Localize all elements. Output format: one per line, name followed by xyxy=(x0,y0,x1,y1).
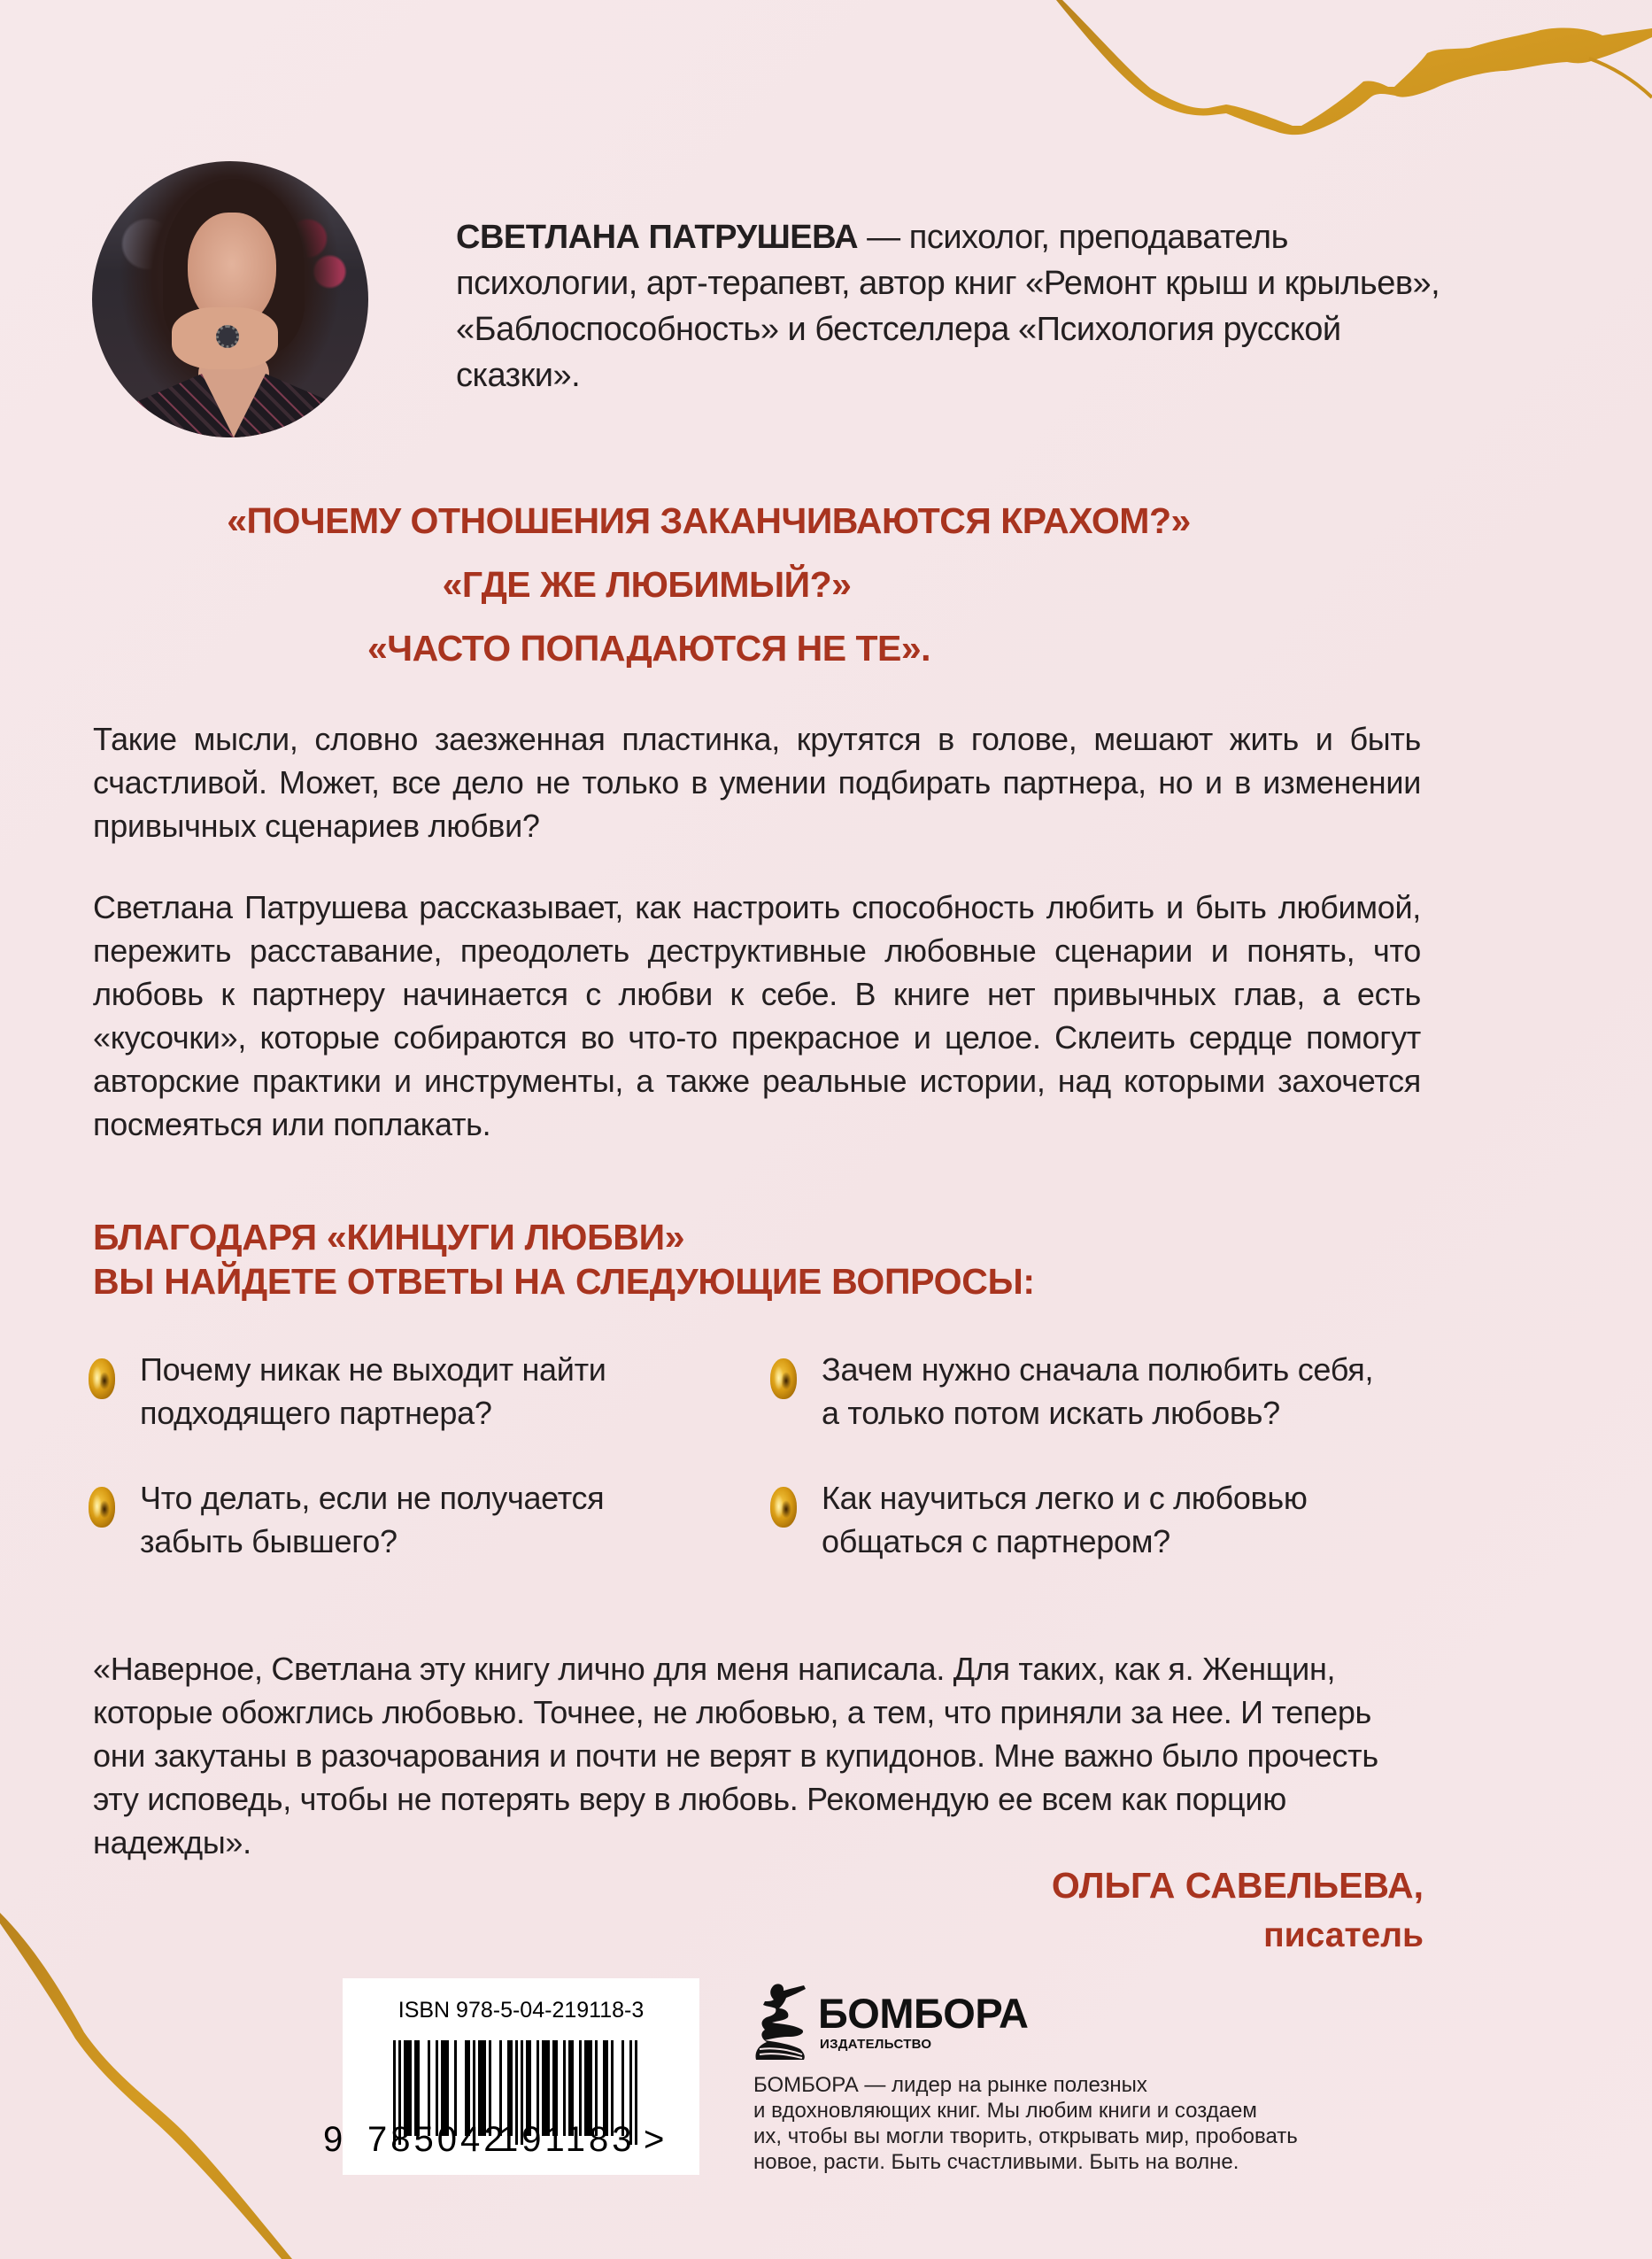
headline-quotes xyxy=(0,489,1652,680)
headline-quote: «ГДЕ ЖЕ ЛЮБИМЫЙ?» xyxy=(442,564,852,605)
question-text: Почему никак не выходит найти подходящего партнера? xyxy=(140,1351,606,1431)
barcode-arrow: > xyxy=(644,2120,668,2159)
description-paragraph: Светлана Патрушева рассказывает, как настроить способность любить и быть любимой, пережить расставание, преодолеть деструктивные любовные сценарии и понять, что любовь к партнеру начинается с любви к себе. В книге нет привычных глав, а есть «кусочки», которые собираются во что-то прекрасное и целое. Склеить сердце помогут авторские практики и инструменты, а также реальные истории, над которыми захочется посмеяться или поплакать. xyxy=(93,889,1421,1142)
publisher-blurb-line: и вдохновляющих книг. Мы любим книги и создаем xyxy=(753,2099,1257,2123)
testimonial-author: ОЛЬГА САВЕЛЬЕВА, xyxy=(1051,1865,1424,1906)
isbn-number: ISBN 978-5-04-219118-3 xyxy=(398,1998,645,2023)
gold-bullet-icon xyxy=(770,1358,797,1399)
headline-quote: «ЧАСТО ПОПАДАЮТСЯ НЕ ТЕ». xyxy=(367,628,931,669)
publisher-blurb-line: их, чтобы вы могли творить, открывать мир, пробовать xyxy=(753,2124,1298,2148)
section-heading-line: ВЫ НАЙДЕТЕ ОТВЕТЫ НА СЛЕДУЮЩИЕ ВОПРОСЫ: xyxy=(93,1261,1035,1302)
question-item xyxy=(89,1476,708,1563)
author-bio-text: — психолог, преподаватель психологии, арт-терапевт, автор книг «Ремонт крыш и крыльев», «Баблоспособность» и бестселлера «Психология русской сказки». xyxy=(456,219,1440,394)
section-heading xyxy=(93,1215,1332,1304)
gold-bullet-icon xyxy=(770,1487,797,1528)
testimonial-role: писатель xyxy=(1263,1916,1424,1954)
barcode-digits-left: 785042 xyxy=(367,2120,507,2159)
question-text: Как научиться легко и с любовью общаться с партнером? xyxy=(822,1480,1308,1559)
author-name: СВЕТЛАНА ПАТРУШЕВА xyxy=(456,219,859,256)
barcode-digit-first: 9 xyxy=(323,2120,347,2159)
headline-quote: «ПОЧЕМУ ОТНОШЕНИЯ ЗАКАНЧИВАЮТСЯ КРАХОМ?» xyxy=(227,500,1191,541)
publisher-subtitle: ИЗДАТЕЛЬСТВО xyxy=(820,2037,932,2052)
publisher-blurb-line: новое, расти. Быть счастливыми. Быть на волне. xyxy=(753,2150,1239,2174)
barcode-digits-right: 191183 xyxy=(498,2120,636,2159)
question-item xyxy=(770,1476,1390,1563)
photo-ring xyxy=(216,325,239,348)
bombora-surfer-icon xyxy=(754,1982,809,2060)
gold-bullet-icon xyxy=(89,1487,115,1528)
question-item xyxy=(89,1348,708,1435)
description-paragraph: Такие мысли, словно заезженная пластинка, крутятся в голове, мешают жить и быть счастливой. Может, все дело не только в умении подбирать партнера, но и в изменении привычных сценариев любви? xyxy=(93,721,1421,844)
question-item xyxy=(770,1348,1390,1435)
isbn-barcode xyxy=(323,1978,699,2175)
publisher-name: БОМБОРА xyxy=(818,1990,1029,2037)
testimonial-text: «Наверное, Светлана эту книгу лично для меня написала. Для таких, как я. Женщин, которые обожглись любовью. Точнее, не любовью, а тем, что приняли за нее. И теперь они закутаны в разочарования и почти не верят в купидонов. Мне важно было прочесть эту исповедь, чтобы не потерять веру в любовь. Рекомендую ее всем как порцию надежды». xyxy=(93,1651,1378,1861)
section-heading-line: БЛАГОДАРЯ «КИНЦУГИ ЛЮБВИ» xyxy=(93,1217,685,1257)
question-text: Что делать, если не получается забыть бывшего? xyxy=(140,1480,605,1559)
gold-bullet-icon xyxy=(89,1358,115,1399)
publisher-blurb xyxy=(753,2072,1391,2175)
publisher-blurb-line: БОМБОРА — лидер на рынке полезных xyxy=(753,2073,1147,2097)
publisher-logo xyxy=(754,1982,1029,2062)
author-bio xyxy=(456,214,1447,398)
author-photo xyxy=(92,161,368,437)
question-text: Зачем нужно сначала полюбить себя, а только потом искать любовь? xyxy=(822,1351,1374,1431)
